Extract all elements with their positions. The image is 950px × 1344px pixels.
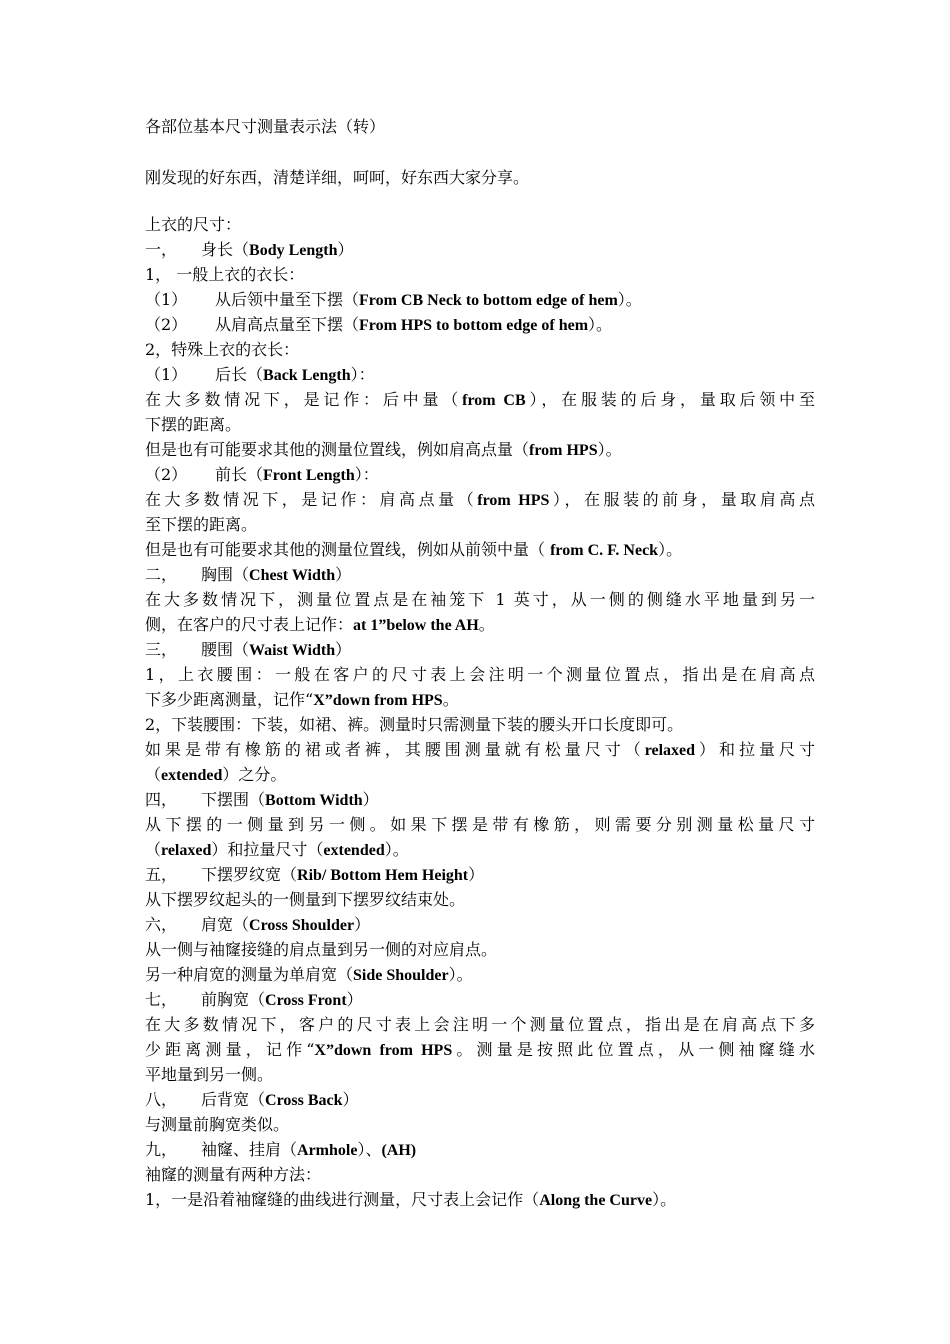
text-line: 如果是带有橡筋的裙或者裤，其腰围测量就有松量尺寸（relaxed）和拉量尺寸: [145, 740, 815, 759]
heading-cross-shoulder: 六， 肩宽（Cross Shoulder）: [145, 915, 371, 934]
document-title: 各部位基本尺寸测量表示法（转）: [145, 117, 386, 136]
heading-chest-width: 二， 胸围（Chest Width）: [145, 565, 352, 584]
text-line: 但是也有可能要求其他的测量位置线，例如从前领中量（ from C. F. Neck）。: [145, 540, 683, 559]
heading-cross-front: 七， 前胸宽（Cross Front）: [145, 990, 363, 1009]
text-line: 与测量前胸宽类似。: [145, 1115, 290, 1134]
intro-paragraph: 刚发现的好东西，清楚详细，呵呵，好东西大家分享。: [145, 168, 530, 187]
text-line: 另一种肩宽的测量为单肩宽（Side Shoulder）。: [145, 965, 473, 984]
text-line: 在大多数情况下，是记作：肩高点量（from HPS），在服装的前身，量取肩高点: [145, 490, 815, 509]
heading-rib-hem: 五， 下摆罗纹宽（Rib/ Bottom Hem Height）: [145, 865, 485, 884]
text-line: 侧，在客户的尺寸表上记作：at 1”below the AH。: [145, 615, 495, 634]
text-line: 袖窿的测量有两种方法：: [145, 1165, 322, 1184]
text-line: 在大多数情况下，是记作：后中量（from CB），在服装的后身，量取后领中至: [145, 390, 815, 409]
heading-waist-width: 三， 腰围（Waist Width）: [145, 640, 352, 659]
text-line: （2） 前长（Front Length）：: [145, 465, 379, 484]
text-line: 下摆的距离。: [145, 415, 242, 434]
text-line: 2，特殊上衣的衣长：: [145, 340, 300, 359]
text-line: 少距离测量，记作“X”down from HPS。测量是按照此位置点，从一侧袖窿缝水: [145, 1040, 815, 1059]
text-line: 从下摆罗纹起头的一侧量到下摆罗纹结束处。: [145, 890, 466, 909]
text-line: 从下摆的一侧量到另一侧。如果下摆是带有橡筋，则需要分别测量松量尺寸: [145, 815, 815, 834]
heading-body-length: 一， 身长（Body Length）: [145, 240, 354, 259]
text-line: （1） 后长（Back Length）：: [145, 365, 375, 384]
text-line: （1） 从后领中量至下摆（From CB Neck to bottom edge of hem）。: [145, 290, 642, 309]
text-line: 但是也有可能要求其他的测量位置线，例如肩高点量（from HPS）。: [145, 440, 622, 459]
text-line: 2，下装腰围：下装，如裙、裤。测量时只需测量下装的腰头开口长度即可。: [145, 715, 684, 734]
document-body: [145, 114, 815, 1212]
text-line: 1，一是沿着袖窿缝的曲线进行测量，尺寸表上会记作（Along the Curve）。: [145, 1190, 677, 1209]
heading-armhole: 九， 袖窿、挂肩（Armhole）、(AH): [145, 1140, 417, 1159]
text-line: 下多少距离测量，记作“X”down from HPS。: [145, 690, 459, 709]
text-line: 1，上衣腰围：一般在客户的尺寸表上会注明一个测量位置点，指出是在肩高点: [145, 665, 815, 684]
section-heading: 上衣的尺寸：: [145, 215, 242, 234]
text-line: 至下摆的距离。: [145, 515, 258, 534]
text-line: 从一侧与袖窿接缝的肩点量到另一侧的对应肩点。: [145, 940, 498, 959]
text-line: 1， 一般上衣的衣长：: [145, 265, 305, 284]
text-line: （extended）之分。: [145, 765, 287, 784]
text-line: （2） 从肩高点量至下摆（From HPS to bottom edge of hem）。: [145, 315, 613, 334]
text-line: 在大多数情况下，客户的尺寸表上会注明一个测量位置点，指出是在肩高点下多: [145, 1015, 815, 1034]
heading-bottom-width: 四， 下摆围（Bottom Width）: [145, 790, 379, 809]
text-line: 在大多数情况下，测量位置点是在袖笼下 1 英寸，从一侧的侧缝水平地量到另一: [145, 590, 815, 609]
text-line: （relaxed）和拉量尺寸（extended）。: [145, 840, 409, 859]
text-line: 平地量到另一侧。: [145, 1065, 274, 1084]
heading-cross-back: 八， 后背宽（Cross Back）: [145, 1090, 359, 1109]
